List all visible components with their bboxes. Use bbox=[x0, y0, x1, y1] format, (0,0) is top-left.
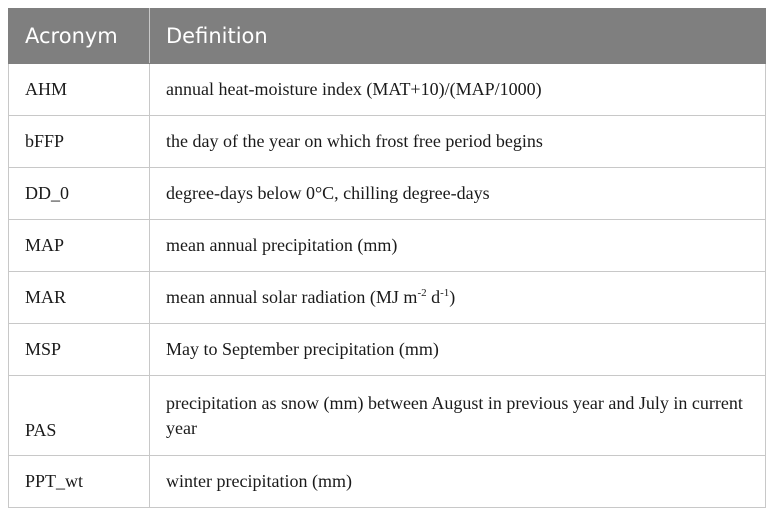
acronym-cell: MSP bbox=[9, 324, 150, 376]
table-row bbox=[9, 64, 766, 116]
acronym-cell: MAP bbox=[9, 220, 150, 272]
superscript-exponent: -2 bbox=[417, 287, 427, 299]
acronym-cell: AHM bbox=[9, 64, 150, 116]
acronym-cell: bFFP bbox=[9, 116, 150, 168]
definition-cell: May to September precipitation (mm) bbox=[150, 324, 766, 376]
definition-text: ) bbox=[449, 287, 456, 307]
header-definition: Definition bbox=[150, 9, 766, 64]
table-row bbox=[9, 116, 766, 168]
acronym-cell: DD_0 bbox=[9, 168, 150, 220]
superscript-exponent: -1 bbox=[440, 287, 450, 299]
acronym-cell: PAS bbox=[9, 376, 150, 456]
definition-cell: the day of the year on which frost free period begins bbox=[150, 116, 766, 168]
definition-cell: degree-days below 0°C, chilling degree-days bbox=[150, 168, 766, 220]
definition-cell: precipitation as snow (mm) between August in previous year and July in current year bbox=[150, 376, 766, 456]
acronym-cell: MAR bbox=[9, 272, 150, 324]
acronym-cell: PPT_wt bbox=[9, 456, 150, 508]
table-row bbox=[9, 168, 766, 220]
table-row bbox=[9, 324, 766, 376]
definition-text: mean annual solar radiation (MJ m bbox=[166, 287, 418, 307]
definition-text: d bbox=[426, 287, 441, 307]
definition-cell: annual heat-moisture index (MAT+10)/(MAP/1000) bbox=[150, 64, 766, 116]
table-header-row bbox=[9, 9, 766, 64]
definition-cell bbox=[150, 272, 766, 324]
table-row bbox=[9, 456, 766, 508]
table-row bbox=[9, 376, 766, 456]
table-row bbox=[9, 272, 766, 324]
header-acronym: Acronym bbox=[9, 9, 150, 64]
definition-cell: mean annual precipitation (mm) bbox=[150, 220, 766, 272]
definition-cell: winter precipitation (mm) bbox=[150, 456, 766, 508]
acronym-table bbox=[8, 8, 766, 508]
table-row bbox=[9, 220, 766, 272]
